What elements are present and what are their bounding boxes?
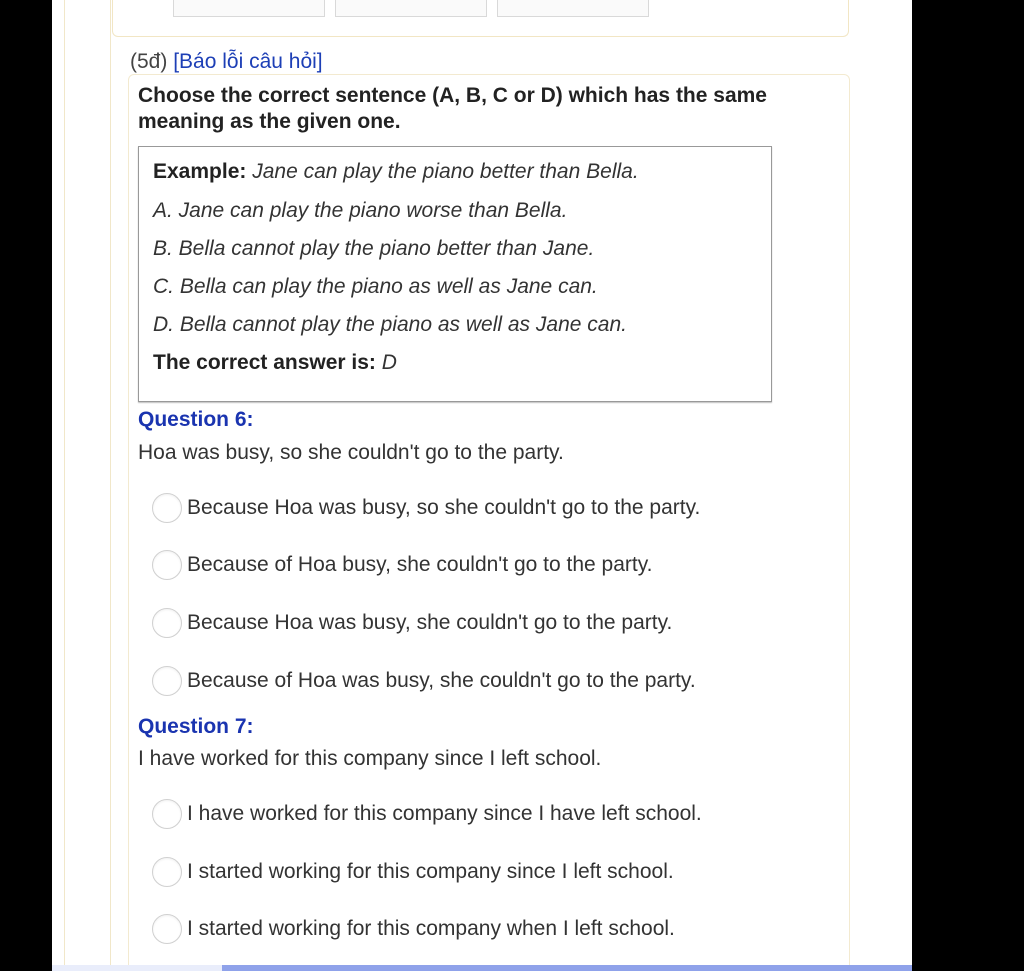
example-label: Example: — [153, 160, 247, 183]
page-border-left — [64, 0, 65, 971]
question-7-option[interactable] — [152, 797, 702, 831]
radio-button[interactable] — [152, 914, 182, 944]
option-label: Because Hoa was busy, she couldn't go to the party. — [187, 611, 673, 634]
question-7-option[interactable] — [152, 855, 674, 889]
radio-button[interactable] — [152, 857, 182, 887]
radio-button[interactable] — [152, 799, 182, 829]
option-label: I started working for this company when I left school. — [187, 917, 675, 940]
report-error-link[interactable]: [Báo lỗi câu hỏi] — [173, 50, 323, 73]
option-label: I started working for this company since I left school. — [187, 860, 674, 883]
example-sentence: Jane can play the piano better than Bella. — [252, 160, 639, 183]
question-6-heading: Question 6: — [138, 408, 254, 431]
question-7-prompt: I have worked for this company since I left school. — [138, 747, 602, 770]
example-line — [153, 160, 639, 184]
option-label: Because of Hoa was busy, she couldn't go to the party. — [187, 669, 696, 692]
radio-button[interactable] — [152, 608, 182, 638]
example-box — [138, 146, 772, 402]
option-label: I have worked for this company since I have left school. — [187, 802, 702, 825]
radio-button[interactable] — [152, 666, 182, 696]
example-option-b: B. Bella cannot play the piano better than Jane. — [153, 237, 595, 260]
question-6-prompt: Hoa was busy, so she couldn't go to the party. — [138, 441, 564, 464]
radio-button[interactable] — [152, 550, 182, 580]
question-7-option[interactable] — [152, 912, 675, 946]
example-answer: D — [381, 351, 397, 374]
example-answer-line — [153, 351, 397, 375]
instruction-text: Choose the correct sentence (A, B, C or D) which has the same meaning as the given one. — [138, 84, 767, 133]
points-label: (5đ) — [130, 50, 168, 73]
question-7-heading: Question 7: — [138, 715, 254, 738]
question-6-option[interactable] — [152, 664, 696, 698]
option-label: Because of Hoa busy, she couldn't go to the party. — [187, 553, 653, 576]
content-border-left — [110, 0, 111, 971]
example-option-d: D. Bella cannot play the piano as well as Jane can. — [153, 313, 627, 336]
radio-button[interactable] — [152, 493, 182, 523]
example-option-a: A. Jane can play the piano worse than Bella. — [153, 199, 568, 222]
question-6-option[interactable] — [152, 491, 700, 525]
example-answer-label: The correct answer is: — [153, 351, 376, 374]
question-6-option[interactable] — [152, 548, 653, 582]
previous-option-box[interactable] — [335, 0, 487, 17]
quiz-page — [52, 0, 912, 971]
bottom-progress-track — [52, 965, 222, 971]
example-option-c: C. Bella can play the piano as well as Jane can. — [153, 275, 598, 298]
question-6-option[interactable] — [152, 606, 672, 640]
option-label: Because Hoa was busy, so she couldn't go to the party. — [187, 496, 701, 519]
question-header — [130, 50, 323, 74]
previous-option-box[interactable] — [497, 0, 649, 17]
previous-option-box[interactable] — [173, 0, 325, 17]
